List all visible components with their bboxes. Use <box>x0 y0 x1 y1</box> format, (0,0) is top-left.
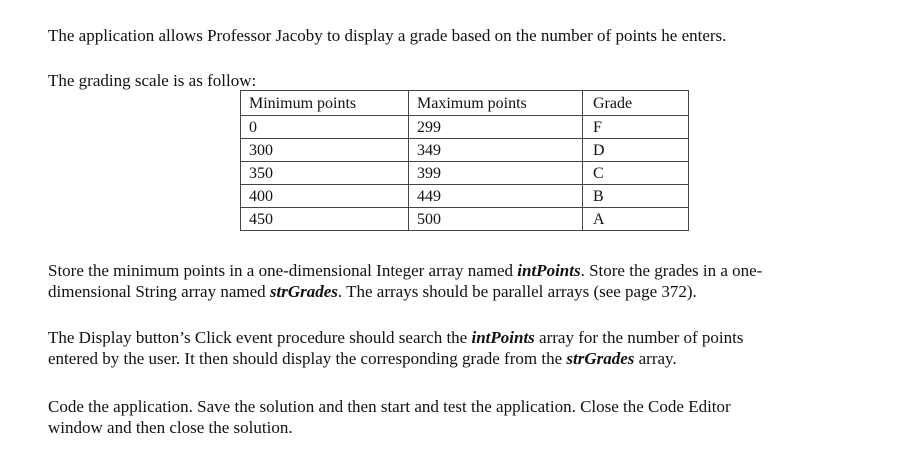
cell-maximum: 449 <box>409 185 583 208</box>
cell-grade: C <box>583 162 689 185</box>
click-paragraph-line-1 <box>48 327 743 348</box>
intpoints-term: intPoints <box>471 328 535 347</box>
table-row <box>241 208 689 231</box>
display-button-paragraph <box>48 327 743 369</box>
header-maximum-points: Maximum points <box>409 91 583 116</box>
cell-minimum: 450 <box>241 208 409 231</box>
text-segment: entered by the user. It then should display the corresponding grade from the <box>48 349 567 368</box>
cell-grade: F <box>583 116 689 139</box>
cell-grade: B <box>583 185 689 208</box>
strgrades-term: strGrades <box>269 282 338 301</box>
cell-minimum: 350 <box>241 162 409 185</box>
cell-maximum: 299 <box>409 116 583 139</box>
table-row <box>241 185 689 208</box>
cell-maximum: 349 <box>409 139 583 162</box>
store-arrays-paragraph <box>48 260 762 302</box>
store-paragraph-line-2 <box>48 281 762 302</box>
cell-minimum: 300 <box>241 139 409 162</box>
grading-scale-table <box>240 90 689 231</box>
text-segment: The Display button’s Click event procedure should search the <box>48 328 472 347</box>
text-segment: dimensional String array named <box>48 282 270 301</box>
cell-maximum: 399 <box>409 162 583 185</box>
table-header-row <box>241 91 689 116</box>
text-segment: array. <box>634 349 677 368</box>
intro-paragraph: The application allows Professor Jacoby to display a grade based on the number of points he enters. <box>48 26 727 45</box>
cell-minimum: 400 <box>241 185 409 208</box>
text-segment: array for the number of points <box>534 328 744 347</box>
code-paragraph-line-2: window and then close the solution. <box>48 418 293 437</box>
cell-minimum: 0 <box>241 116 409 139</box>
table-row <box>241 116 689 139</box>
code-application-paragraph <box>48 396 731 438</box>
grading-scale-label: The grading scale is as follow: <box>48 71 257 90</box>
table-row <box>241 139 689 162</box>
header-grade: Grade <box>583 91 689 116</box>
header-minimum-points: Minimum points <box>241 91 409 116</box>
cell-grade: A <box>583 208 689 231</box>
text-segment: . The arrays should be parallel arrays (see page 372). <box>337 282 697 301</box>
text-segment: . Store the grades in a one- <box>580 261 763 280</box>
cell-maximum: 500 <box>409 208 583 231</box>
strgrades-term: strGrades <box>566 349 635 368</box>
code-paragraph-line-1: Code the application. Save the solution and then start and test the application. Close the Code Editor <box>48 397 731 416</box>
cell-grade: D <box>583 139 689 162</box>
click-paragraph-line-2 <box>48 348 743 369</box>
table-row <box>241 162 689 185</box>
store-paragraph-line-1 <box>48 260 762 281</box>
text-segment: Store the minimum points in a one-dimensional Integer array named <box>48 261 518 280</box>
intpoints-term: intPoints <box>517 261 581 280</box>
